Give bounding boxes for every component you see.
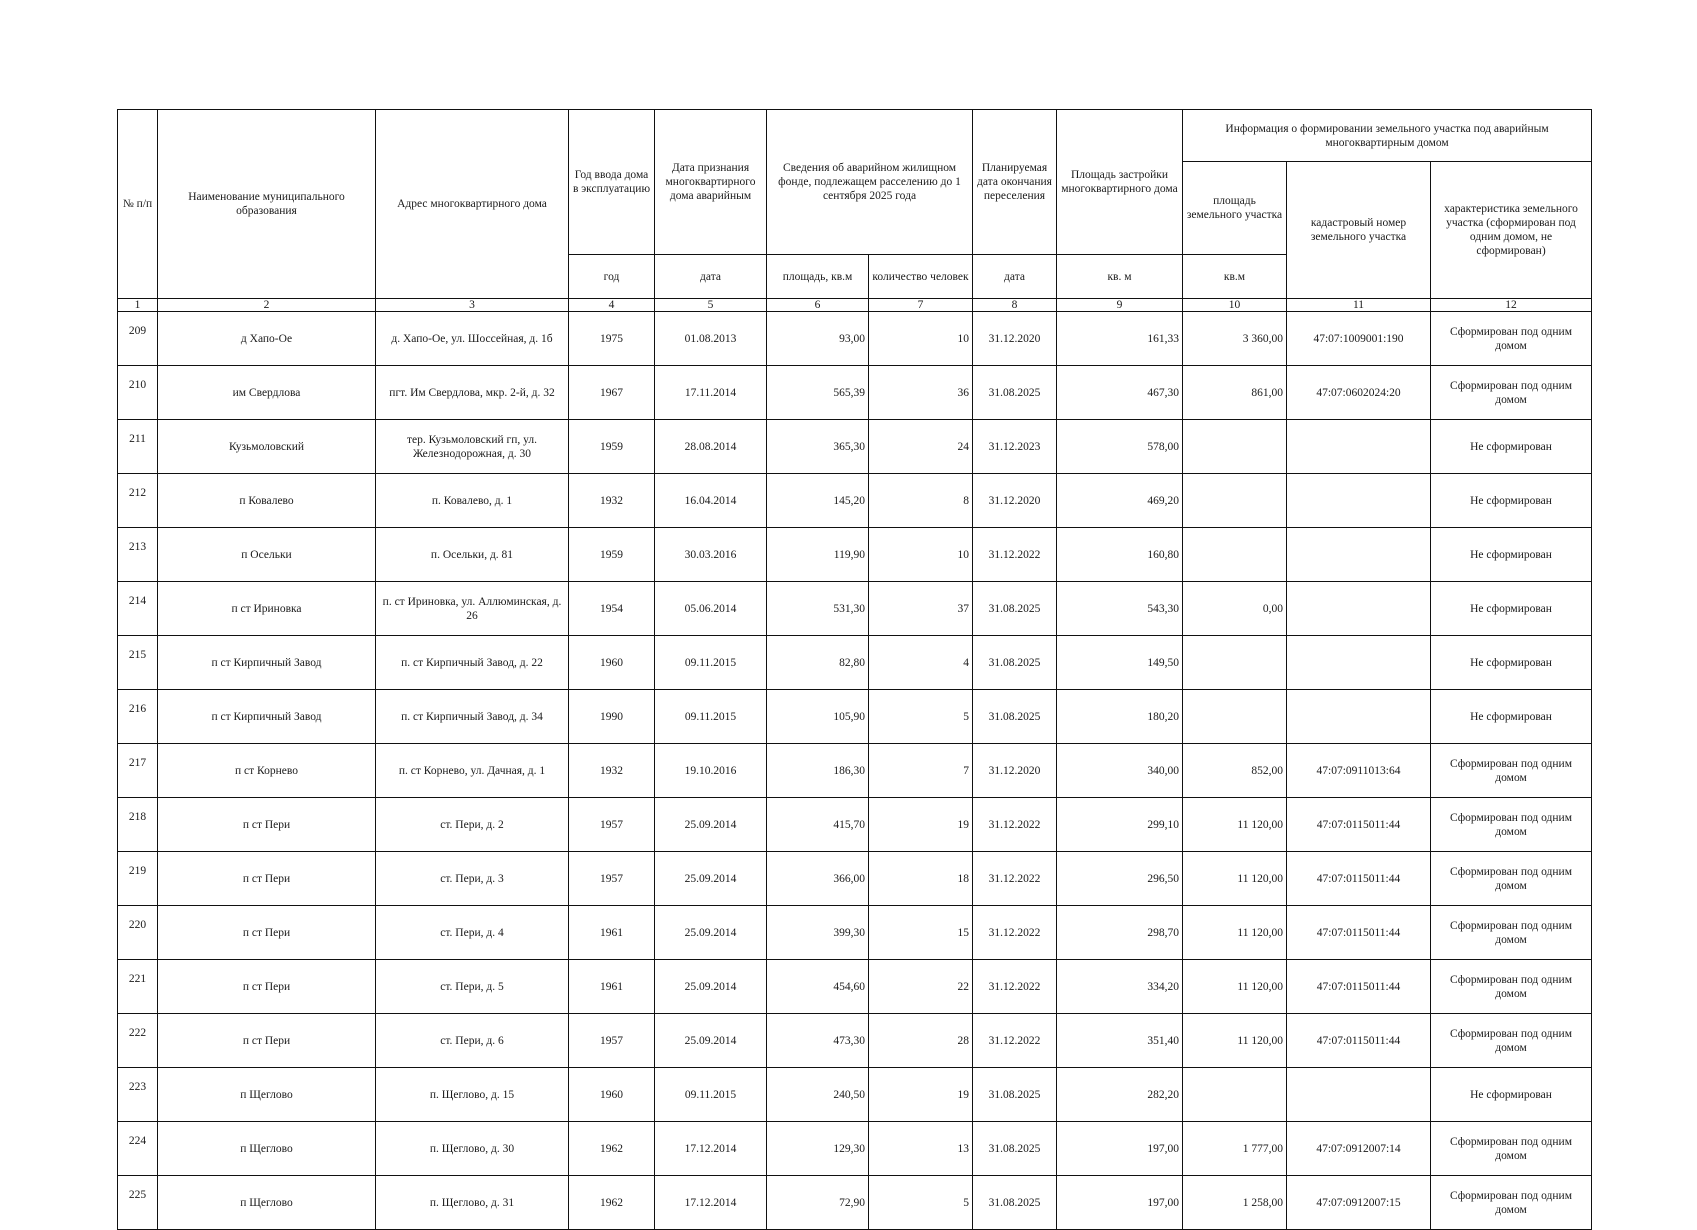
cell-cadastral: 47:07:0115011:44 [1287,798,1431,852]
cell-land-char: Сформирован под одним домом [1431,1014,1592,1068]
cell-municipality: п ст Пери [158,1014,376,1068]
cell-year: 1957 [569,1014,655,1068]
cell-people: 13 [869,1122,973,1176]
column-number: 7 [869,299,973,312]
cell-area: 82,80 [767,636,869,690]
cell-land-char: Сформирован под одним домом [1431,852,1592,906]
cell-people: 19 [869,1068,973,1122]
column-number: 10 [1183,299,1287,312]
column-number: 3 [376,299,569,312]
cell-cadastral [1287,582,1431,636]
cell-address: п. Щеглово, д. 31 [376,1176,569,1230]
table-row [118,744,1592,798]
cell-land-area [1183,1068,1287,1122]
cell-planned: 31.08.2025 [973,582,1057,636]
cell-people: 37 [869,582,973,636]
table-body [118,312,1592,1230]
cell-people: 24 [869,420,973,474]
cell-np: 212 [118,474,158,528]
cell-built-area: 197,00 [1057,1122,1183,1176]
cell-land-char: Не сформирован [1431,420,1592,474]
column-number: 9 [1057,299,1183,312]
cell-land-area [1183,636,1287,690]
cell-year: 1967 [569,366,655,420]
cell-year: 1954 [569,582,655,636]
table-row [118,1068,1592,1122]
cell-cadastral [1287,420,1431,474]
cell-np: 217 [118,744,158,798]
cell-np: 220 [118,906,158,960]
cell-land-area: 861,00 [1183,366,1287,420]
cell-year: 1961 [569,960,655,1014]
cell-cadastral: 47:07:0115011:44 [1287,1014,1431,1068]
column-number-row [118,299,1592,312]
cell-cadastral: 47:07:0911013:64 [1287,744,1431,798]
cell-planned: 31.08.2025 [973,366,1057,420]
cell-address: п. ст Корнево, ул. Дачная, д. 1 [376,744,569,798]
cell-address: ст. Пери, д. 6 [376,1014,569,1068]
table-row [118,582,1592,636]
cell-address: ст. Пери, д. 4 [376,906,569,960]
cell-cadastral [1287,474,1431,528]
cell-area: 93,00 [767,312,869,366]
cell-year: 1962 [569,1176,655,1230]
cell-year: 1957 [569,852,655,906]
cell-address: пгт. Им Свердлова, мкр. 2-й, д. 32 [376,366,569,420]
table-row [118,312,1592,366]
cell-land-char: Сформирован под одним домом [1431,906,1592,960]
cell-year: 1960 [569,1068,655,1122]
cell-area: 454,60 [767,960,869,1014]
cell-np: 219 [118,852,158,906]
unit-planned: дата [973,255,1057,299]
cell-planned: 31.12.2022 [973,906,1057,960]
cell-people: 10 [869,312,973,366]
cell-built-area: 149,50 [1057,636,1183,690]
cell-municipality: п Щеглово [158,1122,376,1176]
table-row [118,474,1592,528]
cell-built-area: 467,30 [1057,366,1183,420]
cell-people: 15 [869,906,973,960]
cell-np: 214 [118,582,158,636]
cell-area: 415,70 [767,798,869,852]
cell-np: 225 [118,1176,158,1230]
cell-municipality: п ст Пери [158,906,376,960]
cell-area: 145,20 [767,474,869,528]
unit-land-area: кв.м [1183,255,1287,299]
cell-built-area: 296,50 [1057,852,1183,906]
cell-planned: 31.08.2025 [973,1176,1057,1230]
header-recognized: Дата признания многоквартирного дома аварийным [655,110,767,255]
unit-area: площадь, кв.м [767,255,869,299]
cell-recognized: 28.08.2014 [655,420,767,474]
cell-municipality: Кузьмоловский [158,420,376,474]
cell-land-area: 1 777,00 [1183,1122,1287,1176]
cell-cadastral [1287,636,1431,690]
cell-built-area: 299,10 [1057,798,1183,852]
cell-planned: 31.12.2022 [973,528,1057,582]
column-number: 8 [973,299,1057,312]
cell-address: п. ст Ириновка, ул. Аллюминская, д. 26 [376,582,569,636]
table-row [118,798,1592,852]
column-number: 4 [569,299,655,312]
unit-built-area: кв. м [1057,255,1183,299]
cell-municipality: п Ковалево [158,474,376,528]
cell-built-area: 334,20 [1057,960,1183,1014]
table-row [118,906,1592,960]
cell-np: 213 [118,528,158,582]
cell-land-char: Не сформирован [1431,690,1592,744]
cell-year: 1962 [569,1122,655,1176]
column-number: 2 [158,299,376,312]
cell-built-area: 282,20 [1057,1068,1183,1122]
header-built-area: Площадь застройки многоквартирного дома [1057,110,1183,255]
cell-np: 209 [118,312,158,366]
cell-land-char: Сформирован под одним домом [1431,960,1592,1014]
cell-address: п. Щеглово, д. 30 [376,1122,569,1176]
cell-year: 1959 [569,420,655,474]
emergency-housing-table [117,109,1592,1230]
cell-np: 215 [118,636,158,690]
cell-address: п. Осельки, д. 81 [376,528,569,582]
cell-land-area: 3 360,00 [1183,312,1287,366]
cell-municipality: п ст Ириновка [158,582,376,636]
cell-land-area [1183,420,1287,474]
cell-land-char: Не сформирован [1431,636,1592,690]
table-header [118,110,1592,312]
cell-land-area [1183,690,1287,744]
cell-built-area: 161,33 [1057,312,1183,366]
column-number: 11 [1287,299,1431,312]
cell-recognized: 16.04.2014 [655,474,767,528]
cell-land-area [1183,474,1287,528]
cell-area: 119,90 [767,528,869,582]
table-row [118,690,1592,744]
cell-np: 224 [118,1122,158,1176]
cell-address: п. Ковалево, д. 1 [376,474,569,528]
cell-recognized: 25.09.2014 [655,906,767,960]
table-row [118,1122,1592,1176]
cell-people: 18 [869,852,973,906]
cell-land-area: 1 258,00 [1183,1176,1287,1230]
cell-recognized: 05.06.2014 [655,582,767,636]
cell-recognized: 17.11.2014 [655,366,767,420]
cell-planned: 31.08.2025 [973,1068,1057,1122]
cell-built-area: 180,20 [1057,690,1183,744]
cell-recognized: 25.09.2014 [655,798,767,852]
cell-address: ст. Пери, д. 5 [376,960,569,1014]
cell-cadastral: 47:07:0115011:44 [1287,906,1431,960]
cell-cadastral: 47:07:0912007:14 [1287,1122,1431,1176]
header-cadastral: кадастровый номер земельного участка [1287,162,1431,299]
cell-address: п. Щеглово, д. 15 [376,1068,569,1122]
cell-planned: 31.12.2022 [973,798,1057,852]
cell-cadastral [1287,1068,1431,1122]
cell-people: 8 [869,474,973,528]
cell-planned: 31.08.2025 [973,690,1057,744]
table-row [118,636,1592,690]
header-np: № п/п [118,110,158,299]
cell-cadastral: 47:07:0602024:20 [1287,366,1431,420]
cell-planned: 31.12.2022 [973,1014,1057,1068]
cell-area: 240,50 [767,1068,869,1122]
cell-year: 1959 [569,528,655,582]
cell-recognized: 17.12.2014 [655,1122,767,1176]
cell-np: 216 [118,690,158,744]
table-row [118,852,1592,906]
cell-land-area: 11 120,00 [1183,852,1287,906]
header-planned: Планируемая дата окончания переселения [973,110,1057,255]
cell-cadastral: 47:07:0912007:15 [1287,1176,1431,1230]
cell-year: 1957 [569,798,655,852]
unit-people: количество человек [869,255,973,299]
cell-cadastral [1287,690,1431,744]
cell-address: ст. Пери, д. 3 [376,852,569,906]
cell-planned: 31.12.2020 [973,474,1057,528]
cell-built-area: 543,30 [1057,582,1183,636]
unit-year: год [569,255,655,299]
cell-recognized: 09.11.2015 [655,636,767,690]
cell-municipality: п Щеглово [158,1176,376,1230]
cell-municipality: п ст Кирпичный Завод [158,690,376,744]
cell-address: п. ст Кирпичный Завод, д. 34 [376,690,569,744]
header-land-area: площадь земельного участка [1183,162,1287,255]
cell-area: 186,30 [767,744,869,798]
cell-land-char: Не сформирован [1431,582,1592,636]
header-municipality: Наименование муниципального образования [158,110,376,299]
cell-land-area: 11 120,00 [1183,960,1287,1014]
cell-area: 105,90 [767,690,869,744]
cell-recognized: 19.10.2016 [655,744,767,798]
cell-built-area: 340,00 [1057,744,1183,798]
cell-people: 22 [869,960,973,1014]
cell-people: 36 [869,366,973,420]
column-number: 12 [1431,299,1592,312]
cell-cadastral: 47:07:1009001:190 [1287,312,1431,366]
cell-municipality: п ст Корнево [158,744,376,798]
cell-area: 565,39 [767,366,869,420]
cell-people: 7 [869,744,973,798]
cell-people: 4 [869,636,973,690]
cell-np: 221 [118,960,158,1014]
cell-year: 1960 [569,636,655,690]
cell-np: 223 [118,1068,158,1122]
cell-municipality: п ст Пери [158,852,376,906]
cell-planned: 31.12.2022 [973,960,1057,1014]
table-row [118,960,1592,1014]
cell-planned: 31.12.2020 [973,744,1057,798]
header-land-char: характеристика земельного участка (сформирован под одним домом, не сформирован) [1431,162,1592,299]
table-row [118,1014,1592,1068]
cell-planned: 31.08.2025 [973,1122,1057,1176]
housing-table-sheet [117,109,1591,1230]
cell-land-char: Не сформирован [1431,528,1592,582]
cell-year: 1932 [569,744,655,798]
cell-planned: 31.08.2025 [973,636,1057,690]
header-fund: Сведения об аварийном жилищном фонде, подлежащем расселению до 1 сентября 2025 года [767,110,973,255]
cell-np: 218 [118,798,158,852]
cell-municipality: п Щеглово [158,1068,376,1122]
cell-municipality: п ст Кирпичный Завод [158,636,376,690]
cell-land-char: Не сформирован [1431,1068,1592,1122]
cell-land-area: 11 120,00 [1183,906,1287,960]
cell-planned: 31.12.2022 [973,852,1057,906]
cell-land-char: Не сформирован [1431,474,1592,528]
cell-built-area: 197,00 [1057,1176,1183,1230]
cell-municipality: им Свердлова [158,366,376,420]
table-row [118,420,1592,474]
cell-address: д. Хапо-Ое, ул. Шоссейная, д. 1б [376,312,569,366]
cell-people: 5 [869,690,973,744]
cell-cadastral: 47:07:0115011:44 [1287,960,1431,1014]
cell-area: 366,00 [767,852,869,906]
cell-cadastral: 47:07:0115011:44 [1287,852,1431,906]
cell-address: ст. Пери, д. 2 [376,798,569,852]
cell-cadastral [1287,528,1431,582]
header-year: Год ввода дома в эксплуатацию [569,110,655,255]
cell-municipality: п ст Пери [158,798,376,852]
cell-land-area [1183,528,1287,582]
cell-np: 210 [118,366,158,420]
cell-year: 1990 [569,690,655,744]
cell-planned: 31.12.2023 [973,420,1057,474]
cell-recognized: 09.11.2015 [655,690,767,744]
cell-built-area: 578,00 [1057,420,1183,474]
cell-built-area: 298,70 [1057,906,1183,960]
cell-area: 473,30 [767,1014,869,1068]
cell-year: 1932 [569,474,655,528]
cell-recognized: 17.12.2014 [655,1176,767,1230]
cell-year: 1975 [569,312,655,366]
column-number: 1 [118,299,158,312]
column-number: 6 [767,299,869,312]
cell-land-char: Сформирован под одним домом [1431,366,1592,420]
cell-municipality: п ст Пери [158,960,376,1014]
cell-np: 222 [118,1014,158,1068]
cell-land-area: 0,00 [1183,582,1287,636]
cell-recognized: 09.11.2015 [655,1068,767,1122]
cell-recognized: 30.03.2016 [655,528,767,582]
cell-land-area: 11 120,00 [1183,1014,1287,1068]
cell-built-area: 351,40 [1057,1014,1183,1068]
cell-land-char: Сформирован под одним домом [1431,1122,1592,1176]
table-row [118,528,1592,582]
cell-recognized: 25.09.2014 [655,852,767,906]
cell-recognized: 01.08.2013 [655,312,767,366]
cell-land-char: Сформирован под одним домом [1431,1176,1592,1230]
cell-land-char: Сформирован под одним домом [1431,312,1592,366]
cell-land-area: 852,00 [1183,744,1287,798]
cell-area: 72,90 [767,1176,869,1230]
cell-people: 28 [869,1014,973,1068]
cell-municipality: п Осельки [158,528,376,582]
table-row [118,1176,1592,1230]
cell-recognized: 25.09.2014 [655,1014,767,1068]
table-row [118,366,1592,420]
cell-municipality: д Хапо-Ое [158,312,376,366]
cell-area: 129,30 [767,1122,869,1176]
cell-recognized: 25.09.2014 [655,960,767,1014]
cell-year: 1961 [569,906,655,960]
cell-built-area: 469,20 [1057,474,1183,528]
cell-land-area: 11 120,00 [1183,798,1287,852]
cell-built-area: 160,80 [1057,528,1183,582]
unit-recognized: дата [655,255,767,299]
header-address: Адрес многоквартирного дома [376,110,569,299]
column-number: 5 [655,299,767,312]
cell-land-char: Сформирован под одним домом [1431,744,1592,798]
header-land-info: Информация о формировании земельного участка под аварийным многоквартирным домом [1183,110,1592,162]
cell-area: 531,30 [767,582,869,636]
cell-address: п. ст Кирпичный Завод, д. 22 [376,636,569,690]
cell-people: 5 [869,1176,973,1230]
cell-address: тер. Кузьмоловский гп, ул. Железнодорожная, д. 30 [376,420,569,474]
cell-planned: 31.12.2020 [973,312,1057,366]
cell-people: 19 [869,798,973,852]
cell-land-char: Сформирован под одним домом [1431,798,1592,852]
cell-area: 365,30 [767,420,869,474]
cell-np: 211 [118,420,158,474]
cell-area: 399,30 [767,906,869,960]
cell-people: 10 [869,528,973,582]
